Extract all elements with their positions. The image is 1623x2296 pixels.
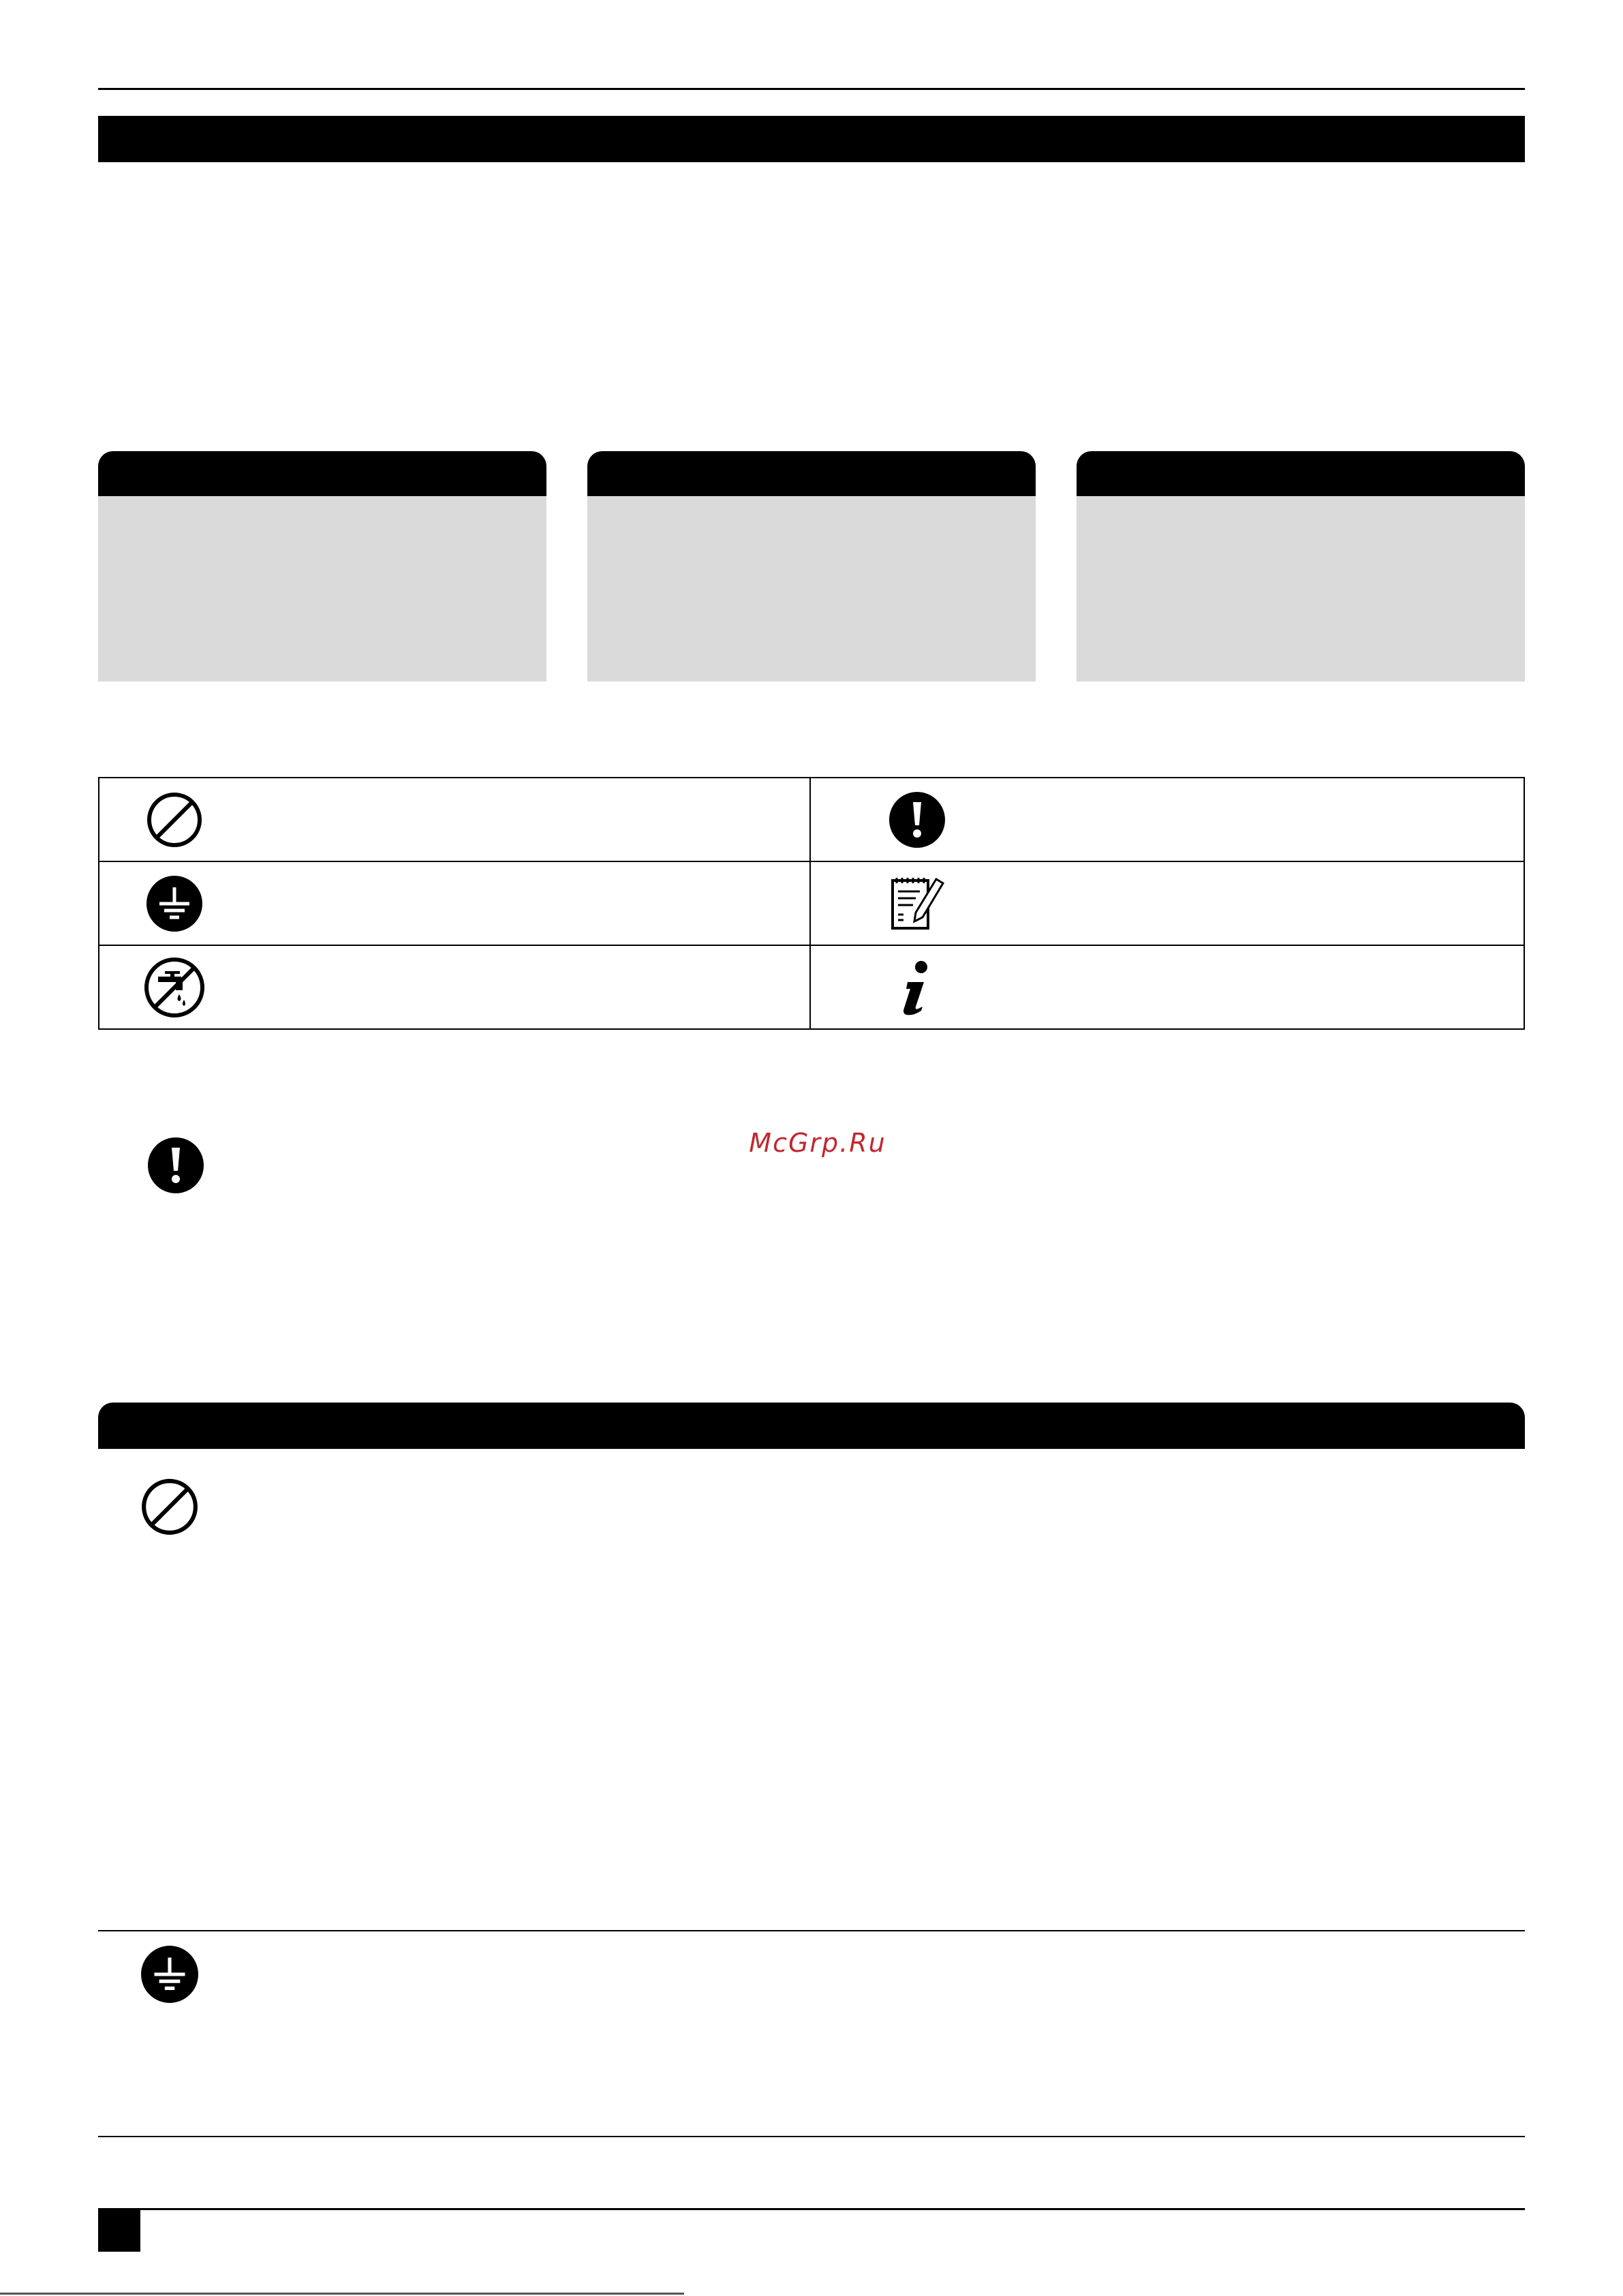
- earth-ground-icon: [146, 875, 203, 932]
- symbol-cell-earth: [99, 861, 810, 945]
- section-end-rule: [98, 2136, 1525, 2137]
- symbol-cell-info: [810, 945, 1524, 1029]
- signal-card-1-body: [98, 496, 546, 682]
- prohibition-icon: [140, 1478, 199, 1536]
- exclamation-icon: [888, 791, 946, 848]
- prohibition-icon: [146, 791, 203, 848]
- footer-rule: [98, 2208, 1525, 2210]
- top-rule: [98, 88, 1525, 90]
- signal-card-3-header: [1077, 451, 1525, 496]
- page-number-box: [98, 2209, 140, 2252]
- symbol-table: [98, 777, 1525, 1030]
- no-water-icon: [143, 956, 206, 1019]
- symbol-table-row: [99, 778, 1524, 861]
- symbol-table-row: [99, 861, 1524, 945]
- symbol-cell-no-water: [99, 945, 810, 1029]
- symbol-cell-prohibition: [99, 778, 810, 861]
- symbol-table-row: [99, 945, 1524, 1029]
- symbol-cell-note: [810, 861, 1524, 945]
- symbol-cell-mandatory: [810, 778, 1524, 861]
- watermark-text: McGrp.Ru: [749, 1128, 886, 1158]
- signal-card-2-body: [587, 496, 1036, 682]
- warning-section-header-bar: [98, 1403, 1525, 1449]
- notepad-pencil-icon: [888, 875, 946, 932]
- scan-edge-line: [0, 2293, 684, 2295]
- signal-card-3-body: [1077, 496, 1525, 682]
- earth-ground-icon: [140, 1945, 199, 2004]
- section-header-bar: [98, 116, 1525, 162]
- signal-card-2-header: [587, 451, 1036, 496]
- exclamation-icon: [147, 1137, 204, 1194]
- divider-rule: [98, 1930, 1525, 1931]
- info-icon: [895, 959, 936, 1016]
- signal-card-1-header: [98, 451, 546, 496]
